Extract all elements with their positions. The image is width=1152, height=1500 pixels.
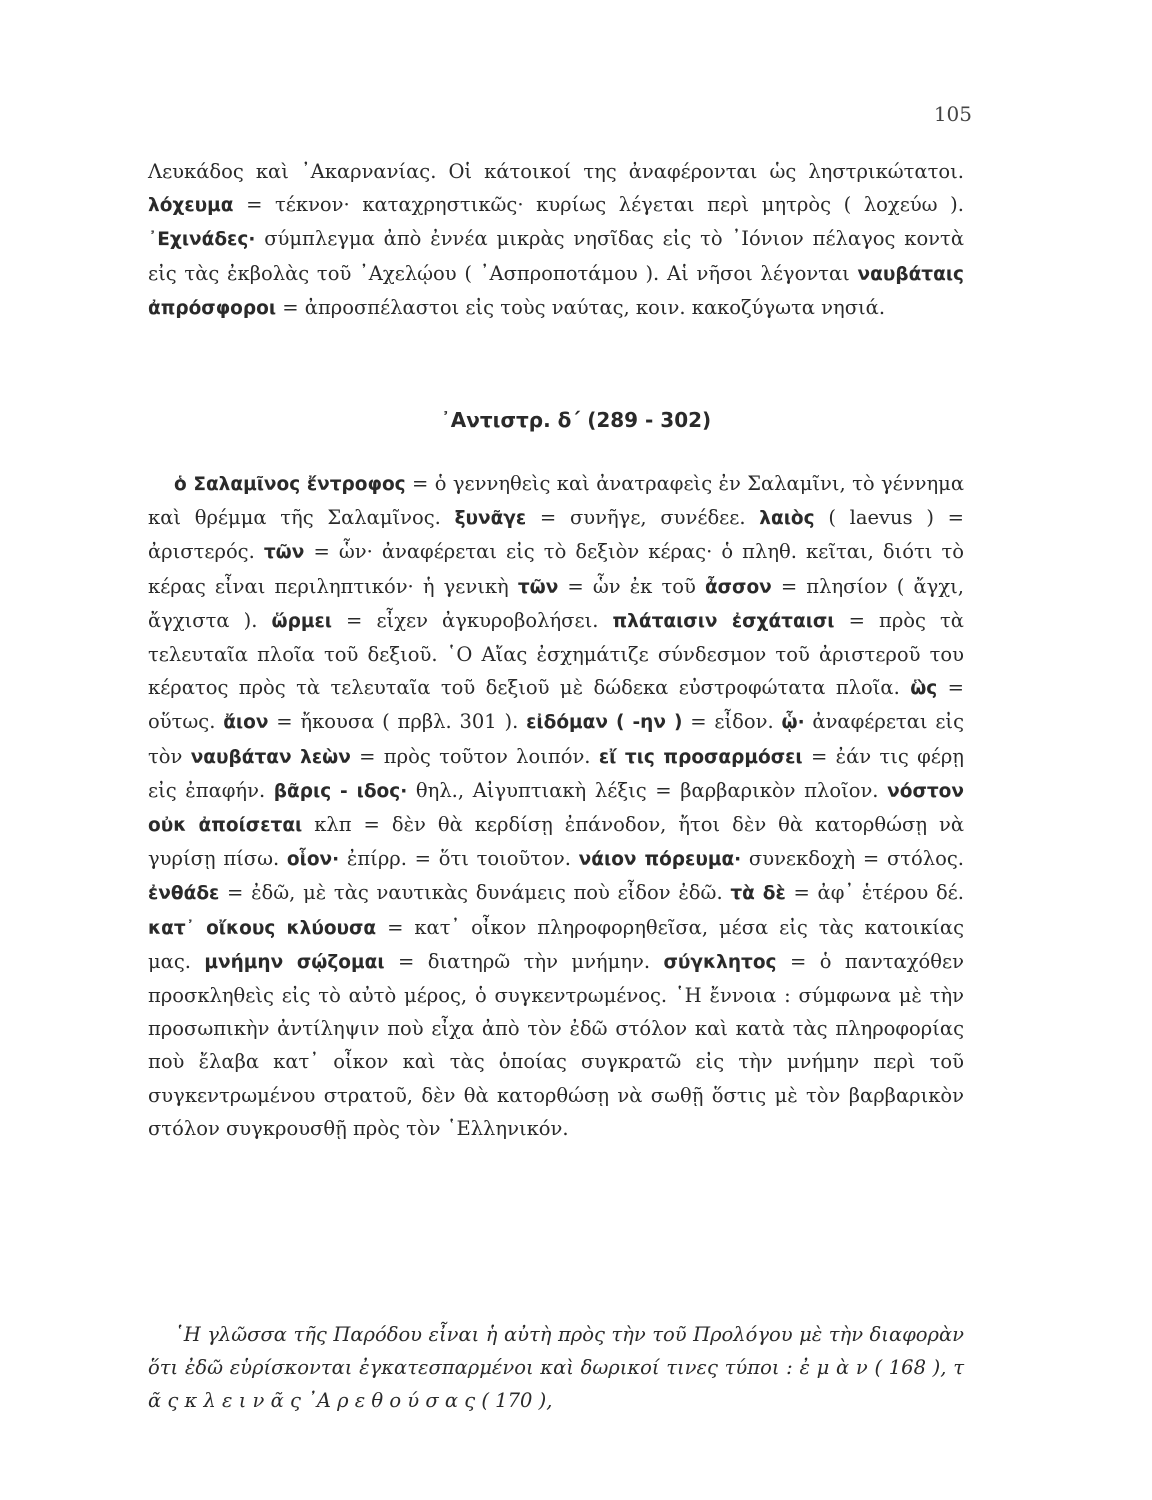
commentary-text: ( laevus ) = ἀριστερός. — [148, 506, 964, 564]
commentary-text: = συνῆγε, συνέδεε. — [526, 506, 760, 530]
commentary-text: = κατ᾿ οἶκον πληροφορηθεῖσα, μέσα εἰς τὰς κατοικίας μας. — [148, 915, 965, 973]
commentary-text: ῾Η γλῶσσα τῆς Παρόδου εἶναι ἡ αὐτὴ πρὸς τὴν τοῦ Προλόγου μὲ τὴν διαφορὰν ὅτι ἐδῶ εὑρίσκονται ἐγκατεσπαρμένοι καὶ δωρικοί τινες τύποι : ἐ μ ὰ ν ( 168 ), τ ᾶ ς κ λ ε ι ν ᾶ ς ᾿Α ρ ε θ ο ύ σ α ς ( 170 ), — [148, 1323, 964, 1413]
paragraph-language-note — [148, 1318, 964, 1418]
commentary-text: = ὧν· ἀναφέρεται εἰς τὸ δεξιὸν κέρας· ὁ πληθ. κεῖται, διότι τὸ κέρας εἶναι περιληπτικόν· ἡ γενικὴ — [148, 540, 964, 598]
commentary-text: = διατηρῶ τὴν μνήμην. — [384, 949, 664, 973]
commentary-text: = ὁ πανταχόθεν προσκληθεὶς εἰς τὸ αὐτὸ μέρος, ὁ συγκεντρωμένος. ῾Η ἔννοια : σύμφωνα μὲ τὴν προσωπικὴν ἀντίληψιν ποὺ εἶχα ἀπὸ τὸν ἐδῶ στόλον καὶ κατὰ τὰς πληροφορίας ποὺ ἔλαβα κατ᾿ οἶκον καὶ τὰς ὁποίας συγκρατῶ εἰς τὴν μνήμην περὶ τοῦ συγκεντρωμένου στρατοῦ, δὲν θὰ κατορθώσῃ νὰ σωθῇ ὅστις μὲ τὸν βαρβαρικὸν στόλον συγκρουσθῇ πρὸς τὸν ῾Ελληνικόν. — [148, 949, 964, 1140]
commentary-text: συνεκδοχὴ = στόλος. — [741, 847, 965, 871]
commentary-text: = τέκνον· καταχρηστικῶς· κυρίως λέγεται περὶ μητρὸς ( λοχεύω ). — [233, 193, 964, 217]
headword: κατ᾿ οἴκους κλύουσα — [148, 917, 377, 939]
commentary-text: = πλησίον ( ἄγχι, ἄγχιστα ). — [148, 574, 964, 632]
headword: πλάταισιν ἐσχάταισι — [612, 610, 835, 632]
commentary-text: ἐπίρρ. = ὅτι τοιοῦτον. — [339, 847, 579, 871]
headword: ὥρμει — [271, 610, 332, 632]
headword: βᾶρις - ιδος· — [273, 780, 408, 802]
headword: τῶν — [517, 576, 559, 598]
headword: ναυβάταις ἀπρόσφοροι — [148, 263, 964, 319]
headword: λαιὸς — [759, 508, 815, 530]
commentary-text: = οὕτως. — [148, 676, 965, 734]
commentary-text: = ὁ γεννηθεὶς καὶ ἀνατραφεὶς ἐν Σαλαμῖνι, τὸ γέννημα καὶ θρέμμα τῆς Σαλαμῖνος. — [148, 472, 964, 530]
commentary-text: θηλ., Αἰγυπτιακὴ λέξις = βαρβαρικὸν πλοῖον. — [407, 778, 888, 802]
commentary-text: = πρὸς τοῦτον λοιπόν. — [350, 744, 599, 768]
commentary-text: = εἶδον. — [682, 710, 782, 734]
headword: σύγκλητος — [663, 951, 777, 973]
headword: οἷον· — [286, 849, 340, 871]
headword: ναυβάταν λεὼν — [190, 746, 351, 768]
headword: ἆσσον — [704, 576, 772, 598]
headword: νόστον οὐκ ἀποίσεται — [148, 780, 964, 837]
headword: ὣς — [910, 678, 938, 700]
headword: ξυνᾶγε — [454, 508, 527, 530]
page-number: 105 — [933, 102, 972, 126]
headword: μνήμην σῴζομαι — [204, 951, 385, 973]
headword: ᾿Εχινάδες· — [148, 229, 256, 251]
paragraph-commentary-1 — [148, 155, 964, 325]
commentary-text: σύμπλεγμα ἀπὸ ἐννέα μικρὰς νησῖδας εἰς τὸ ᾿Ιόνιον πέλαγος κοντὰ εἰς τὰς ἐκβολὰς τοῦ ᾿Αχελῴου ( ᾿Ασπροποτάμου ). Αἱ νῆσοι λέγονται — [148, 227, 964, 285]
commentary-text: = ἐδῶ, μὲ τὰς ναυτικὰς δυνάμεις ποὺ εἶδον ἐδῶ. — [219, 881, 731, 905]
commentary-text: = ἀπροσπέλαστοι εἰς τοὺς ναύτας, κοιν. κακοζύγωτα νησιά. — [276, 295, 886, 319]
headword: εἰδόμαν ( -ην ) — [526, 712, 683, 734]
headword: τὰ δὲ — [730, 883, 786, 905]
commentary-text: ἀναφέρεται εἰς τὸν — [148, 710, 964, 768]
headword: εἴ τις προσαρμόσει — [598, 746, 803, 768]
section-heading: ᾿Αντιστρ. δ΄ (289 - 302) — [440, 408, 712, 432]
headword: νάιον πόρευμα· — [578, 849, 742, 871]
commentary-text: = ἐάν τις φέρῃ εἰς ἐπαφήν. — [148, 744, 964, 802]
headword: ᾧ· — [781, 712, 805, 734]
paragraph-commentary-2 — [148, 467, 964, 1145]
commentary-text: = ἤκουσα ( πρβλ. 301 ). — [268, 710, 527, 734]
commentary-text: = πρὸς τὰ τελευταῖα πλοῖα τοῦ δεξιοῦ. ῾Ο Αἴας ἐσχημάτιζε σύνδεσμον τοῦ ἀριστεροῦ του κέρατος πρὸς τὰ τελευταῖα τοῦ δεξιοῦ μὲ δώδεκα εὐστροφώτατα πλοῖα. — [148, 608, 964, 700]
headword: τῶν — [263, 542, 305, 564]
headword: ὁ Σαλαμῖνος ἔντροφος — [174, 474, 406, 495]
commentary-text: = ὧν ἐκ τοῦ — [558, 574, 705, 598]
headword: λόχευμα — [148, 195, 234, 217]
commentary-text: = ἀφ᾿ ἑτέρου δέ. — [785, 881, 964, 905]
headword: ἄιον — [223, 712, 269, 734]
commentary-text: Λευκάδος καὶ ᾿Ακαρνανίας. Οἱ κάτοικοί της ἀναφέρονται ὡς ληστρικώτατοι. — [148, 160, 964, 183]
headword: ἐνθάδε — [148, 883, 220, 905]
commentary-text: κλπ = δὲν θὰ κερδίσῃ ἐπάνοδον, ἤτοι δὲν θὰ κατορθώσῃ νὰ γυρίσῃ πίσω. — [148, 813, 965, 871]
commentary-text: = εἶχεν ἀγκυροβολήσει. — [331, 608, 613, 632]
